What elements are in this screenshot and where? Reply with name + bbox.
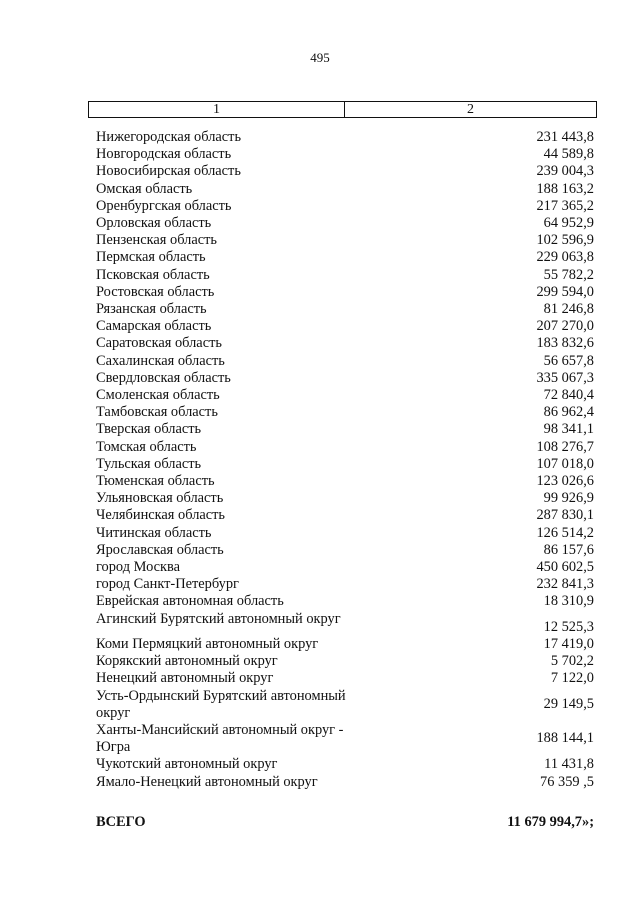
table-row	[96, 163, 594, 180]
table-row	[96, 576, 594, 593]
region-value: 229 063,8	[536, 249, 594, 266]
region-name: Пензенская область	[96, 232, 217, 249]
region-name: Томская область	[96, 438, 197, 455]
region-value: 64 952,9	[543, 215, 594, 232]
region-name: Ростовская область	[96, 283, 215, 300]
region-name: Ненецкий автономный округ	[96, 670, 274, 687]
table-row	[96, 370, 594, 387]
region-value: 188 144,1	[536, 729, 594, 746]
region-value: 299 594,0	[536, 283, 594, 300]
region-name: Тюменская область	[96, 473, 215, 490]
region-value: 231 443,8	[536, 129, 594, 145]
table-row	[96, 318, 594, 335]
table-row	[96, 525, 594, 542]
region-name: Ямало-Ненецкий автономный округ	[96, 773, 318, 790]
region-name: Чукотский автономный округ	[96, 756, 278, 773]
region-value: 108 276,7	[536, 438, 594, 455]
region-value: 5 702,2	[550, 653, 594, 670]
region-value: 18 310,9	[543, 593, 594, 610]
table-row	[96, 335, 594, 352]
region-name: Сахалинская область	[96, 352, 225, 369]
region-name: Рязанская область	[96, 301, 207, 318]
region-name: Ханты-Мансийский автономный округ - Югра	[96, 721, 344, 756]
region-name: Ярославская область	[96, 541, 224, 558]
region-value: 98 341,1	[543, 421, 594, 438]
region-value: 86 157,6	[543, 541, 594, 558]
region-name: Корякский автономный округ	[96, 653, 278, 670]
column-header-row	[88, 101, 597, 118]
region-name: Тверская область	[96, 421, 202, 438]
table-row	[96, 129, 594, 146]
table-row	[96, 507, 594, 524]
region-name: Саратовская область	[96, 335, 222, 352]
column-header-1: 1	[89, 102, 345, 117]
region-name: Ульяновская область	[96, 490, 224, 507]
region-value: 72 840,4	[543, 387, 594, 404]
region-value: 207 270,0	[536, 318, 594, 335]
table-row	[96, 284, 594, 301]
table-row	[96, 439, 594, 456]
table-row	[96, 387, 594, 404]
region-value: 11 431,8	[544, 756, 594, 773]
region-value: 7 122,0	[550, 670, 594, 687]
total-label: ВСЕГО	[96, 814, 146, 830]
region-value: 102 596,9	[536, 232, 594, 249]
region-value: 217 365,2	[536, 197, 594, 214]
region-name: Оренбургская область	[96, 197, 232, 214]
region-name: Смоленская область	[96, 387, 220, 404]
region-value: 335 067,3	[536, 369, 594, 386]
region-name: Еврейская автономная область	[96, 593, 284, 610]
region-value: 29 149,5	[543, 695, 594, 712]
region-value: 188 163,2	[536, 180, 594, 197]
region-value: 56 657,8	[543, 352, 594, 369]
table-row	[96, 456, 594, 473]
region-value: 12 525,3	[543, 618, 594, 635]
region-name: Пермская область	[96, 249, 206, 266]
table-row	[96, 249, 594, 266]
region-name: Новосибирская область	[96, 163, 241, 180]
table-row	[96, 490, 594, 507]
total-row	[96, 814, 594, 831]
region-name: Нижегородская область	[96, 129, 242, 145]
table-row	[96, 473, 594, 490]
table-row	[96, 301, 594, 318]
table-row	[96, 756, 594, 773]
region-name: город Санкт-Петербург	[96, 576, 239, 593]
table-row	[96, 722, 594, 756]
region-name: Омская область	[96, 180, 193, 197]
table-row	[96, 267, 594, 284]
region-value: 287 830,1	[536, 507, 594, 524]
region-value: 44 589,8	[543, 146, 594, 163]
table-row	[96, 542, 594, 559]
region-name: Псковская область	[96, 266, 210, 283]
region-name: Челябинская область	[96, 507, 225, 524]
table-row	[96, 353, 594, 370]
table-row	[96, 146, 594, 163]
region-name: Тамбовская область	[96, 404, 218, 421]
region-name: Коми Пермяцкий автономный округ	[96, 635, 319, 652]
region-value: 123 026,6	[536, 473, 594, 490]
table-row	[96, 559, 594, 576]
region-value: 183 832,6	[536, 335, 594, 352]
region-value: 99 926,9	[543, 490, 594, 507]
region-name: Читинская область	[96, 524, 212, 541]
region-name: Самарская область	[96, 318, 212, 335]
table-row	[96, 215, 594, 232]
table-row	[96, 198, 594, 215]
table-row	[96, 232, 594, 249]
total-value: 11 679 994,7»;	[507, 814, 594, 830]
table-row	[96, 181, 594, 198]
page-number: 495	[310, 50, 330, 65]
table-row	[96, 670, 594, 687]
column-header-2: 2	[467, 102, 474, 117]
region-name: Новгородская область	[96, 146, 232, 163]
region-value: 55 782,2	[543, 266, 594, 283]
region-name: Свердловская область	[96, 369, 231, 386]
table-row	[96, 611, 594, 636]
region-value: 107 018,0	[536, 455, 594, 472]
table-row	[96, 688, 594, 722]
region-value: 76 359 ,5	[540, 773, 594, 790]
table-row	[96, 653, 594, 670]
table-row	[96, 421, 594, 438]
region-value: 17 419,0	[543, 635, 594, 652]
region-value: 232 841,3	[536, 576, 594, 593]
region-value: 86 962,4	[543, 404, 594, 421]
region-list	[96, 129, 594, 791]
region-value: 81 246,8	[543, 301, 594, 318]
table-row	[96, 636, 594, 653]
table-row	[96, 774, 594, 791]
region-name: Тульская область	[96, 455, 202, 472]
table-row	[96, 404, 594, 421]
region-name: город Москва	[96, 559, 180, 576]
table-row	[96, 593, 594, 610]
region-name: Агинский Бурятский автономный округ	[96, 610, 341, 627]
region-value: 450 602,5	[536, 559, 594, 576]
region-name: Орловская область	[96, 215, 212, 232]
region-value: 126 514,2	[536, 524, 594, 541]
region-name: Усть-Ордынский Бурятский автономный округ	[96, 687, 346, 721]
region-value: 239 004,3	[536, 163, 594, 180]
